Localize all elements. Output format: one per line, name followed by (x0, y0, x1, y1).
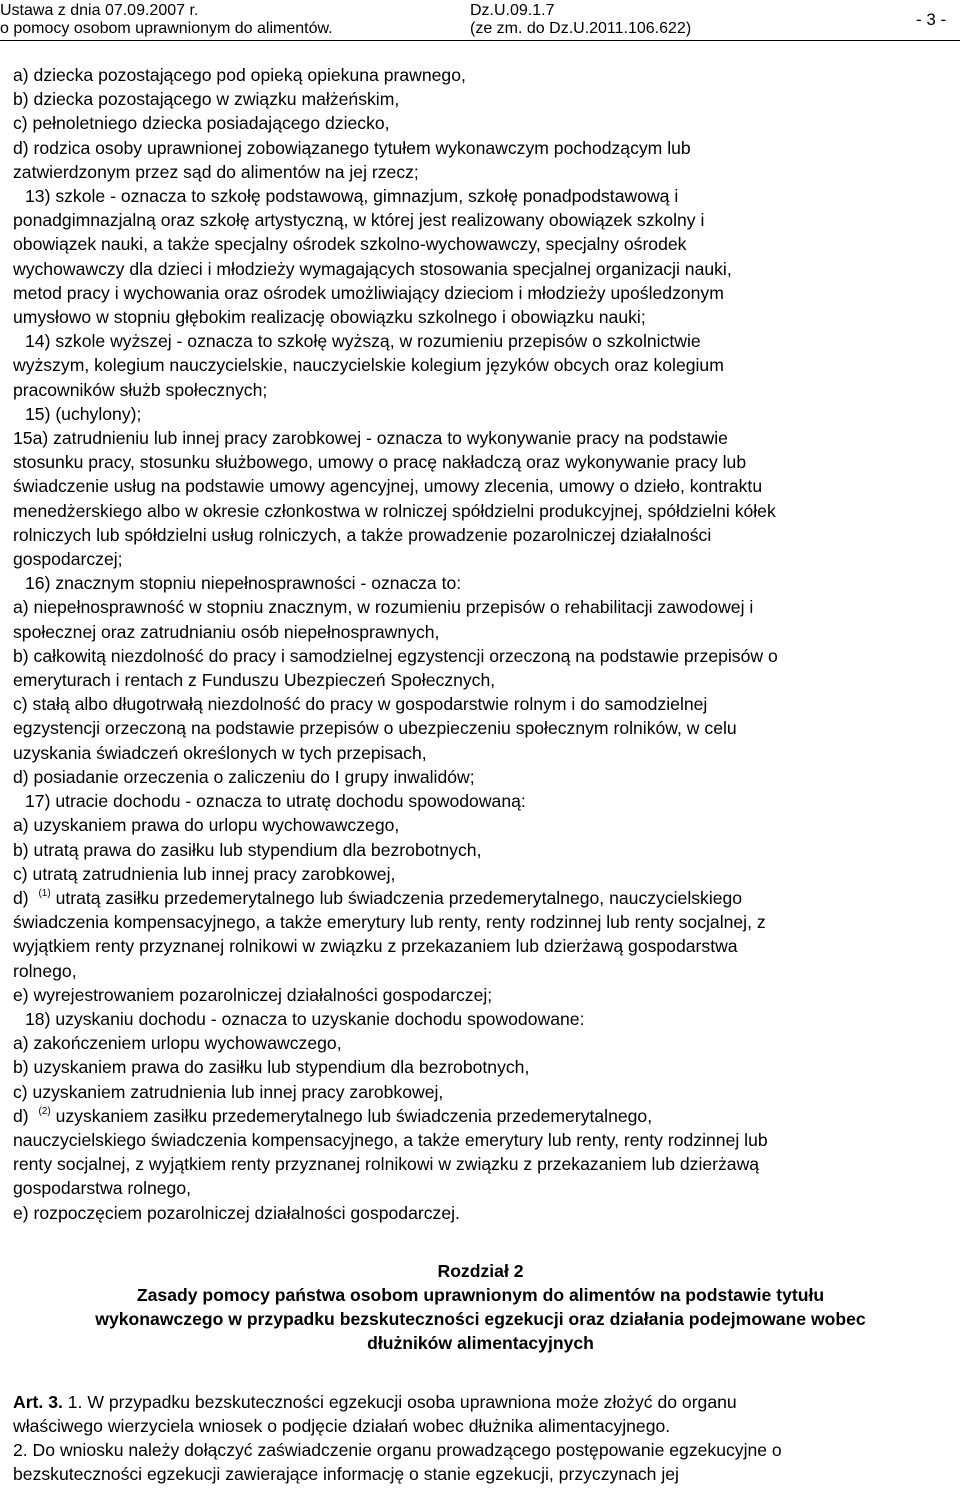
text-line: a) niepełnosprawność w stopniu znacznym, w rozumieniu przepisów o rehabilitacji zawodowej i (13, 597, 754, 618)
header-divider (0, 40, 960, 41)
text-line: e) wyrejestrowaniem pozarolniczej działalności gospodarczej; (13, 984, 493, 1005)
document-body (13, 63, 948, 1486)
text-line: e) rozpoczęciem pozarolniczej działalności gospodarczej. (13, 1202, 460, 1223)
text-line: renty socjalnej, z wyjątkiem renty przyznanej rolnikowi w związku z przekazaniem lub dzierżawą (13, 1154, 760, 1175)
article-label: Art. 3. (13, 1391, 63, 1412)
text-line: nauczycielskiego świadczenia kompensacyjnego, a także emerytury lub renty, renty rodzinnej lub (13, 1129, 768, 1150)
footnote-marker: (1) (38, 888, 51, 900)
chapter-title-line: dłużników alimentacyjnych (367, 1333, 594, 1354)
text-line: b) dziecka pozostającego w związku małżeńskim, (13, 89, 400, 110)
header-act-subject: o pomocy osobom uprawnionym do alimentów. (0, 20, 333, 37)
text-line: d) rodzica osoby uprawnionej zobowiązanego tytułem wykonawczym pochodzącym lub (13, 137, 691, 158)
text-line: obowiązek nauki, a także specjalny ośrodek szkolno-wychowawczy, specjalny ośrodek (13, 234, 687, 255)
text-line: gospodarczej; (13, 549, 123, 570)
text-line: wychowawczy dla dzieci i młodzieży wymagających stosowania specjalnej organizacji nauki, (13, 258, 732, 279)
text-line: rolniczych lub spółdzielni usług rolniczych, a także prowadzenie pozarolniczej działalności (13, 524, 712, 545)
chapter-number: Rozdział 2 (437, 1260, 524, 1281)
text-line: stosunku pracy, stosunku służbowego, umowy o pracę nakładczą oraz wykonywanie pracy lub (13, 452, 747, 473)
article-text: 1. W przypadku bezskuteczności egzekucji osoba uprawniona może złożyć do organu (67, 1391, 737, 1412)
text-line: 15) (uchylony); (25, 403, 142, 424)
page-header (0, 0, 960, 44)
text-line: świadczenia kompensacyjnego, a także emerytury lub renty, renty rodzinnej lub renty socjalnej, z (13, 912, 766, 933)
text-line: gospodarstwa rolnego, (13, 1178, 192, 1199)
text-line: c) pełnoletniego dziecka posiadającego dziecko, (13, 113, 390, 134)
text-line: a) zakończeniem urlopu wychowawczego, (13, 1033, 342, 1054)
item-text: uzyskaniem zasiłku przedemerytalnego lub świadczenia przedemerytalnego, (55, 1105, 653, 1126)
text-line: b) całkowitą niezdolność do pracy i samodzielnej egzystencji orzeczoną na podstawie przepisów o (13, 645, 778, 666)
text-line: c) uzyskaniem zatrudnienia lub innej pracy zarobkowej, (13, 1081, 444, 1102)
text-line: 14) szkole wyższej - oznacza to szkołę wyższą, w rozumieniu przepisów o szkolnictwie (25, 331, 701, 352)
text-line (13, 1104, 948, 1128)
text-line: emeryturach i rentach z Funduszu Ubezpieczeń Społecznych, (13, 670, 496, 691)
text-line: b) uzyskaniem prawa do zasiłku lub stypendium dla bezrobotnych, (13, 1057, 530, 1078)
text-line (13, 886, 948, 910)
text-line: c) stałą albo długotrwałą niezdolność do pracy w gospodarstwie rolnym i do samodzielnej (13, 694, 708, 715)
footnote-marker: (2) (38, 1105, 51, 1117)
text-line: świadczenie usług na podstawie umowy agencyjnej, umowy zlecenia, umowy o dzieło, kontraktu (13, 476, 763, 497)
text-line: 15a) zatrudnieniu lub innej pracy zarobkowej - oznacza to wykonywanie pracy na podstawie (13, 428, 728, 449)
text-line: a) uzyskaniem prawa do urlopu wychowawczego, (13, 815, 400, 836)
spacer (13, 1225, 948, 1259)
text-line: ponadgimnazjalną oraz szkołę artystyczną, w której jest realizowany obowiązek szkolny i (13, 210, 705, 231)
text-line: społecznej oraz zatrudnianiu osób niepełnosprawnych, (13, 621, 440, 642)
text-line: c) utratą zatrudnienia lub innej pracy zarobkowej, (13, 863, 396, 884)
article-line: właściwego wierzyciela wniosek o podjęcie działań wobec dłużnika alimentacyjnego. (13, 1415, 671, 1436)
article-line: 2. Do wniosku należy dołączyć zaświadczenie organu prowadzącego postępowanie egzekucyjne o (13, 1439, 782, 1460)
header-journal-ref: Dz.U.09.1.7 (470, 2, 555, 19)
page-number: - 3 - (916, 10, 947, 29)
article-line: bezskuteczności egzekucji zawierające informację o stanie egzekucji, przyczynach jej (13, 1464, 679, 1485)
chapter-title-line: Zasady pomocy państwa osobom uprawnionym do alimentów na podstawie tytułu (136, 1284, 825, 1305)
text-line: rolnego, (13, 960, 77, 981)
item-text: utratą zasiłku przedemerytalnego lub świadczenia przedemerytalnego, nauczycielskiego (55, 887, 743, 908)
item-label: d) (13, 1105, 29, 1126)
text-line: uzyskania świadczeń określonych w tych przepisach, (13, 742, 427, 763)
text-line: b) utratą prawa do zasiłku lub stypendium dla bezrobotnych, (13, 839, 482, 860)
text-line: umysłowo w stopniu głębokim realizację obowiązku szkolnego i obowiązku nauki; (13, 307, 646, 328)
spacer (13, 1356, 948, 1390)
article-line (13, 1390, 948, 1414)
item-label: d) (13, 887, 29, 908)
text-line: menedżerskiego albo w okresie członkostwa w rolniczej spółdzielni produkcyjnej, spółdzielni kółek (13, 500, 776, 521)
header-act-title: Ustawa z dnia 07.09.2007 r. (0, 2, 199, 19)
chapter-title-line: wykonawczego w przypadku bezskuteczności egzekucji oraz działania podejmowane wobec (95, 1309, 866, 1330)
text-line: egzystencji orzeczoną na podstawie przepisów o ubezpieczeniu społecznym rolników, w celu (13, 718, 737, 739)
text-line: 18) uzyskaniu dochodu - oznacza to uzyskanie dochodu spowodowane: (25, 1008, 585, 1029)
text-line: wyjątkiem renty przyznanej rolnikowi w związku z przekazaniem lub dzierżawą gospodarstwa (13, 936, 738, 957)
header-amendment-ref: (ze zm. do Dz.U.2011.106.622) (470, 20, 692, 37)
text-line: a) dziecka pozostającego pod opieką opiekuna prawnego, (13, 65, 466, 85)
text-line: zatwierdzonym przez sąd do alimentów na jej rzecz; (13, 161, 419, 182)
text-line: d) posiadanie orzeczenia o zaliczeniu do I grupy inwalidów; (13, 766, 475, 787)
text-line: 17) utracie dochodu - oznacza to utratę dochodu spowodowaną: (25, 791, 526, 812)
text-line: 16) znacznym stopniu niepełnosprawności - oznacza to: (25, 573, 462, 594)
text-line: 13) szkole - oznacza to szkołę podstawową, gimnazjum, szkołę ponadpodstawową i (25, 186, 679, 207)
text-line: pracowników służb społecznych; (13, 379, 268, 400)
text-line: metod pracy i wychowania oraz ośrodek umożliwiający dzieciom i młodzieży upośledzonym (13, 282, 724, 303)
text-line: wyższym, kolegium nauczycielskie, nauczycielskie kolegium języków obcych oraz kolegium (13, 355, 724, 376)
